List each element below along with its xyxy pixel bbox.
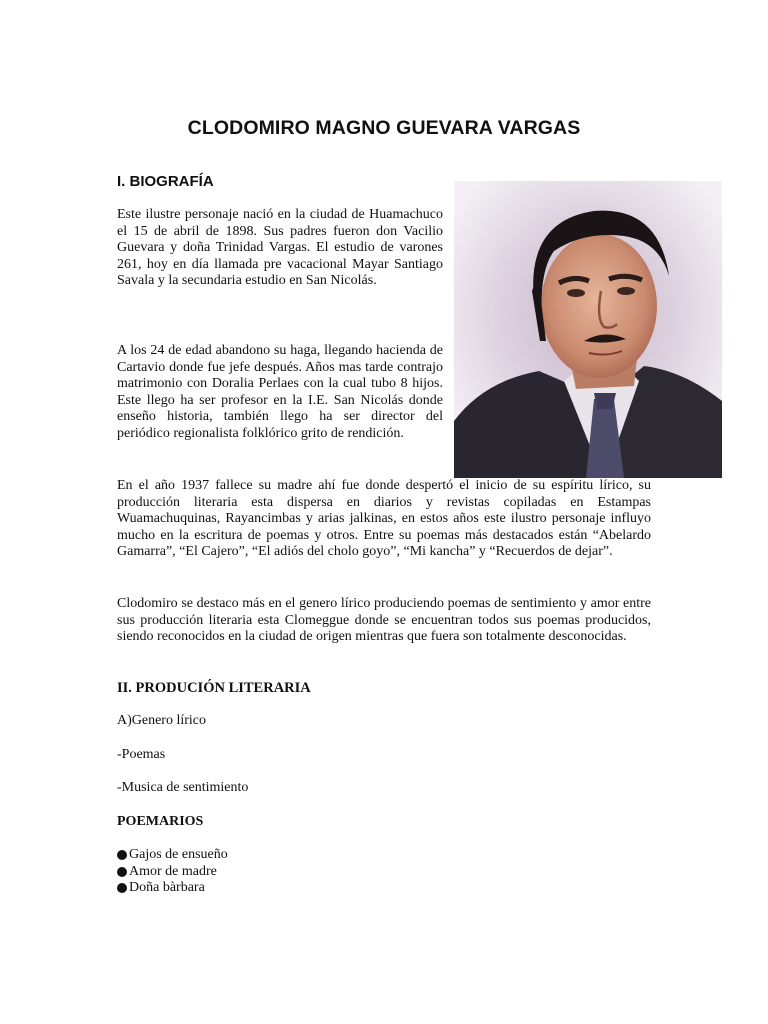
poemarios-list <box>117 847 228 897</box>
list-item-musica: -Musica de sentimiento <box>117 780 249 795</box>
poemario-title: Doña bàrbara <box>129 880 205 895</box>
genre-line: A)Genero lírico <box>117 713 207 728</box>
poemarios-heading: POEMARIOS <box>117 814 204 829</box>
poemario-title: Amor de madre <box>129 863 217 879</box>
list-item <box>117 847 228 864</box>
section-heading-biografia: I. BIOGRAFÍA <box>117 173 214 190</box>
paragraph-3: En el año 1937 fallece su madre ahí fue donde despertó el inicio de su espíritu lírico, su producción literaria esta dispersa en diarios y revistas copiladas en Estampas Wuamachuquinas, Rayancimbas y arias jalkinas, en estos años este ilustro personaje influyo mucho en la escritura de poemas y otros. Entre su poemas más destacados están “Abelardo Gamarra”, “El Cajero”, “El adiós del cholo goyo”, “Mi kancha” y “Recuerdos de dejar”. <box>117 478 651 559</box>
paragraph-2: A los 24 de edad abandono su haga, llegando hacienda de Cartavio donde fue jefe después. Años mas tarde contrajo matrimonio con Doralia Perlaes con la cual tubo 8 hijos. Este llego ha ser profesor en la I.E. San Nicolás donde enseño historia, también llego ha ser director del periódico regionalista folklórico grito de rendición. <box>117 343 443 441</box>
bullet-icon <box>117 867 127 877</box>
bullet-icon <box>117 883 127 893</box>
portrait-photo <box>454 181 722 478</box>
paragraph-4: Clodomiro se destaco más en el genero lírico produciendo poemas de sentimiento y amor entre sus producción literaria esta Clomeggue donde se encuentran todos sus poemas producidos, siendo reconocidos en la ciudad de origen mientras que fuera son totalmente desconocidas. <box>117 596 651 644</box>
list-item <box>117 880 228 897</box>
bullet-icon <box>117 850 127 860</box>
document-title: CLODOMIRO MAGNO GUEVARA VARGAS <box>187 117 581 139</box>
poemario-title: Gajos de ensueño <box>129 847 228 862</box>
list-item-poemas: -Poemas <box>117 747 166 762</box>
section-heading-produccion: II. PRODUCIÓN LITERARIA <box>117 680 311 696</box>
paragraph-1: Este ilustre personaje nació en la ciudad de Huamachuco el 15 de abril de 1898. Sus padres fueron don Vacilio Guevara y doña Trinidad Vargas. El estudio de varones 261, hoy en día llamada pre vacacional Mayar Santiago Savala y la secundaria estudio en San Nicolás. <box>117 207 443 288</box>
list-item <box>117 864 228 881</box>
